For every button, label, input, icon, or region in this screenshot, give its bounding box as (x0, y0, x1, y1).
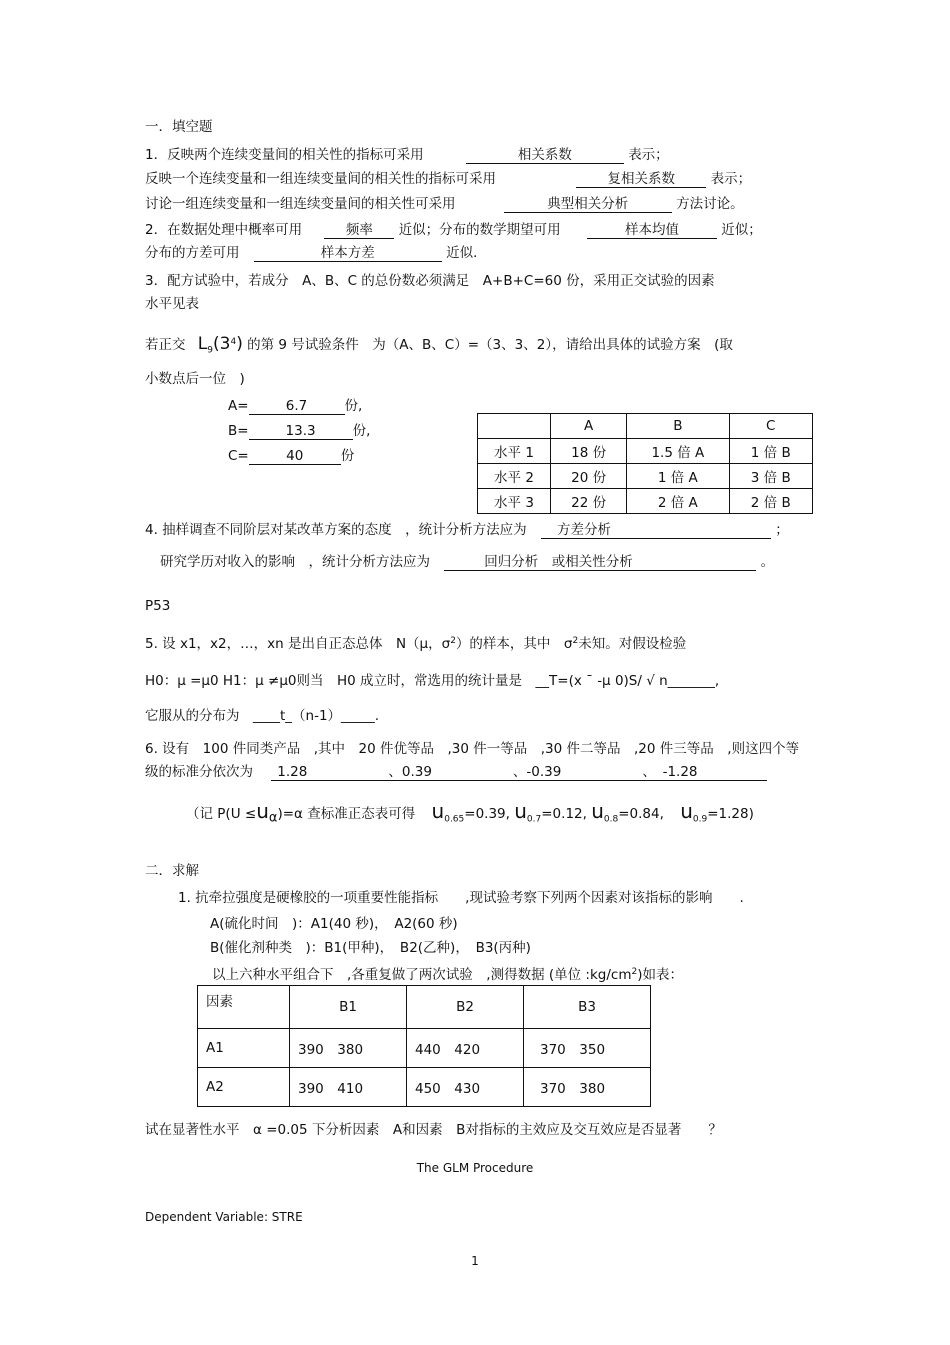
q3-line1: 3．配方试验中，若成分 A、B、C 的总份数必须满足 A+B+C=60 份，采用正交试验的因素 (145, 273, 715, 289)
page-number: 1 (471, 1254, 479, 1268)
q6-line1: 6. 设有 100 件同类产品 ,其中 20 件优等品 ,30 件一等品 ,30 件二等品 ,20 件三等品 ,则这四个等 (145, 741, 800, 757)
q6-line2: 级的标准分依次为 1.28 、0.39 、-0.39 、 -1.28 (145, 763, 767, 781)
table-row: 水平 2 20 份 1 倍 A 3 倍 B (478, 464, 813, 489)
q4-line1: 4. 抽样调查不同阶层对某改革方案的态度 ，统计分析方法应为 方差分析 ； (145, 522, 789, 538)
problem1-line1: 1. 抗牵拉强度是硬橡胶的一项重要性能指标 ,现试验考察下列两个因素对该指标的影响 . (178, 890, 744, 906)
q5-line3: 它服从的分布为 ____t_（n-1）_____. (145, 708, 380, 724)
q5-line1: 5. 设 x1，x2，…，xn 是出自正态总体 N（μ，$\sigma^2$）的样本，其中 $\sigma^2$未知。对假设检验 (145, 636, 687, 652)
glm-title: The GLM Procedure (416, 1161, 534, 1175)
q1-answer1: 相关系数 (466, 148, 624, 164)
answer-b: B= 13.3 份, (228, 423, 371, 439)
table-row: 水平 3 22 份 2 倍 A 2 倍 B (478, 489, 813, 514)
q6-note: （记 $P(U \le u_\alpha)=\alpha$ 查标准正态表可得 $u_{0.65}=0.39$, $u_{0.7}=0.12$, $u_{0.8}=0.84$, $u_{0.9}=1.28$) (186, 799, 754, 826)
table-row: A2 390 410 450 430 370 380 (198, 1068, 651, 1107)
dependent-variable: Dependent Variable: STRE (145, 1210, 303, 1224)
q1-answer2: 复相关系数 (576, 172, 706, 188)
table-row: 水平 1 18 份 1.5 倍 A 1 倍 B (478, 439, 813, 464)
q3-line3: 若正交 $L_9(3^4)$ 的第 9 号试验条件 为（A、B、C）=（3、3、2），请给出具体的试验方案 (取 (145, 334, 733, 356)
q1-line3: 讨论一组连续变量和一组连续变量间的相关性可采用 典型相关分析 方法讨论。 (145, 196, 744, 212)
q3-line2: 水平见表 (145, 296, 199, 312)
q1-answer3: 典型相关分析 (504, 197, 672, 213)
table-row: A B C (478, 414, 813, 439)
page-ref: P53 (145, 598, 171, 614)
table-row: 因素 B1 B2 B3 (198, 986, 651, 1029)
q2-answer2: 样本均值 (587, 223, 717, 239)
q2-line1: 2．在数据处理中概率可用 频率 近似；分布的数学期望可用 样本均值 近似； (145, 222, 762, 238)
level-table (477, 413, 813, 514)
problem1-line4: 以上六种水平组合下 ,各重复做了两次试验 ,测得数据 (单位 $:kg/cm^2$)如表： (212, 967, 684, 983)
data-table (197, 985, 651, 1107)
q4-answer2: 回归分析 或相关性分析 (444, 555, 756, 571)
q2-answer3: 样本方差 (254, 246, 442, 262)
q5-line2: H0：μ =μ0 H1：μ ≠μ0则当 H0 成立时，常选用的统计量是 __T=(x ¯ -μ 0)S/ √ n_______, (145, 673, 720, 689)
q2-line2: 分布的方差可用 样本方差 近似． (145, 245, 487, 261)
section2-heading: 二．求解 (145, 863, 199, 879)
answer-a: A= 6.7 份, (228, 398, 363, 414)
table-row: A1 390 380 440 420 370 350 (198, 1029, 651, 1068)
problem1-question: 试在显著性水平 α =0.05 下分析因素 A和因素 B对指标的主效应及交互效应是否显著 ？ (145, 1122, 722, 1138)
q4-answer1: 方差分析 (541, 523, 771, 539)
section1-heading: 一．填空题 (145, 119, 213, 135)
problem1-line3: B(催化剂种类 )：B1(甲种)， B2(乙种)， B3(丙种) (210, 940, 531, 956)
q1-line2: 反映一个连续变量和一组连续变量间的相关性的指标可采用 复相关系数 表示； (145, 171, 752, 187)
q6-answer: 1.28 、0.39 、-0.39 、 -1.28 (271, 765, 767, 781)
q4-line2: 研究学历对收入的影响 ，统计分析方法应为 回归分析 或相关性分析 。 (160, 554, 775, 570)
q1-line1: 1．反映两个连续变量间的相关性的指标可采用 相关系数 表示； (145, 147, 669, 163)
problem1-line2: A(硫化时间 )：A1(40 秒)， A2(60 秒) (210, 916, 458, 932)
q3-line4: 小数点后一位 ) (145, 371, 245, 387)
answer-c: C= 40 份 (228, 448, 355, 464)
q2-answer1: 频率 (324, 223, 394, 239)
